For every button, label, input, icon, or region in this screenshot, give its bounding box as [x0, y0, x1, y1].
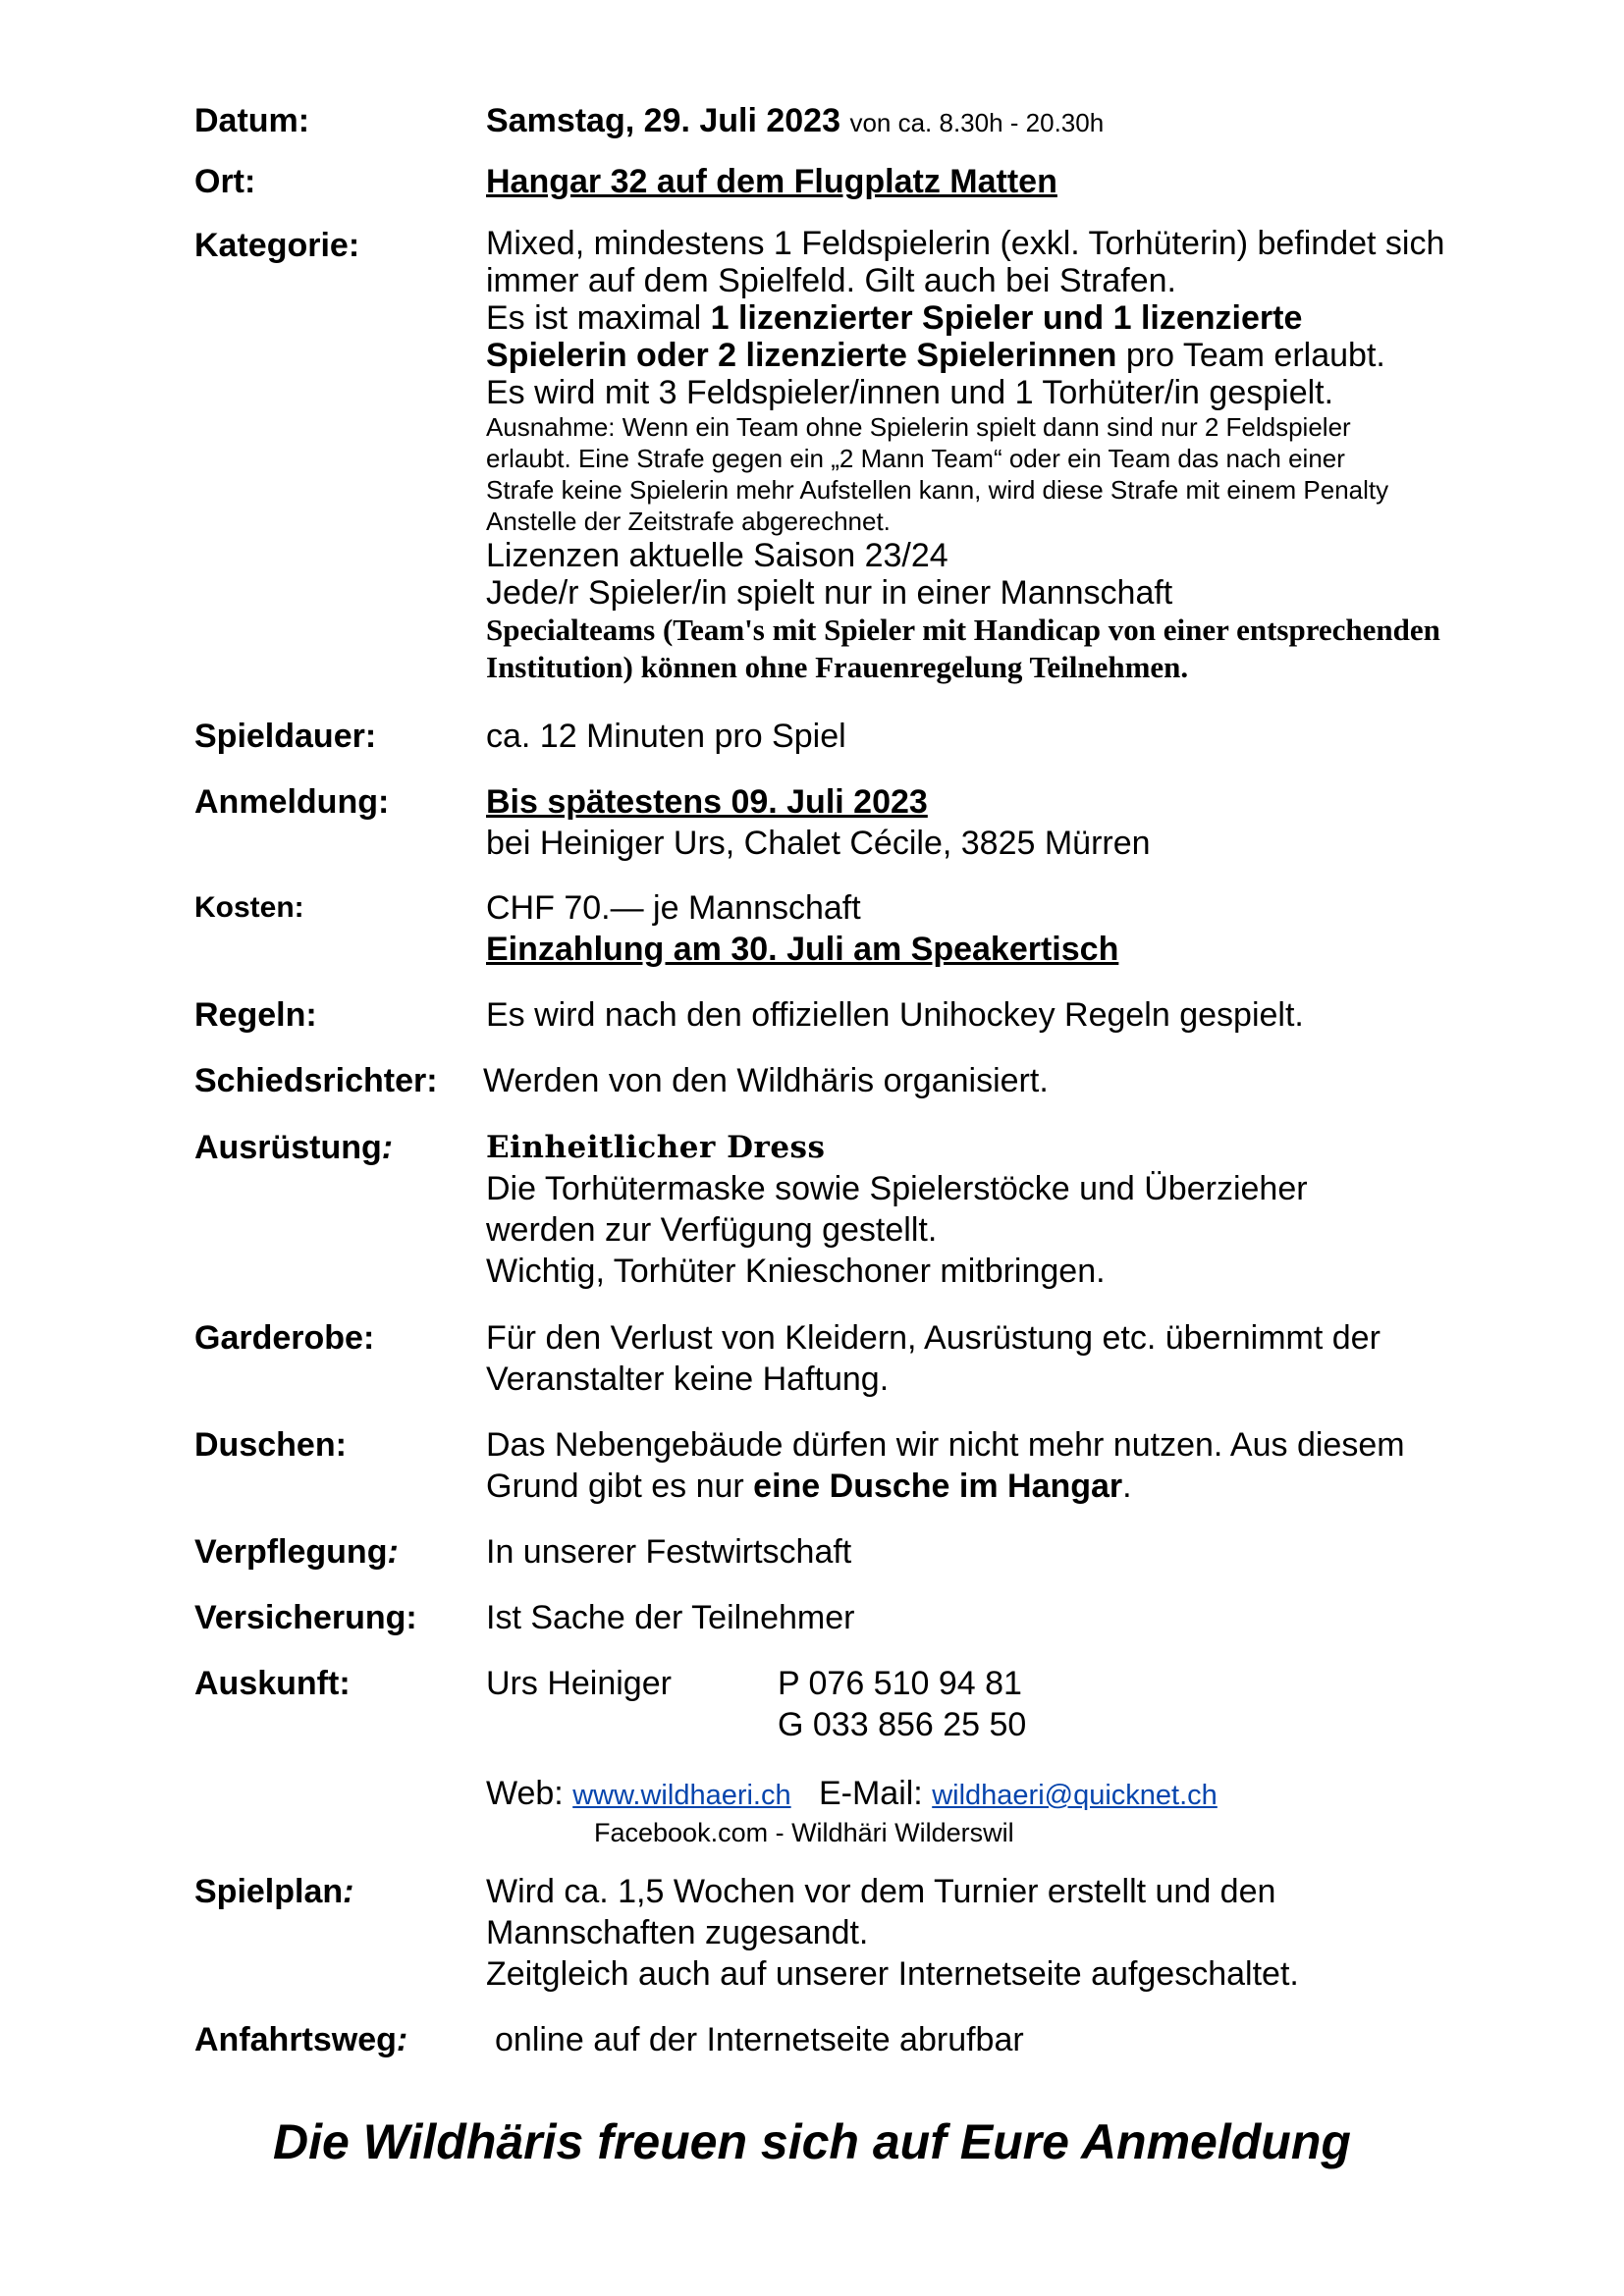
label-anfahrtsweg-text: Anfahrtsweg [194, 2021, 397, 2058]
value-kategorie [486, 225, 1507, 686]
regeln-text: Es wird nach den offiziellen Unihockey Regeln gespielt. [486, 996, 1304, 1034]
value-ort [486, 161, 1507, 202]
value-auskunft [486, 1663, 1507, 1745]
kategorie-line-5: Es wird mit 3 Feldspieler/innen und 1 Torhüter/in gespielt. [486, 374, 1334, 411]
duschen-line-2-post: . [1122, 1468, 1132, 1505]
web-email-line [486, 1773, 1507, 1816]
kategorie-serif-2: Institution) können ohne Frauenregelung Teilnehmen. [486, 650, 1189, 684]
label-spielplan-text: Spielplan [194, 1873, 344, 1910]
email-label: E-Mail: [818, 1775, 923, 1812]
label-ausruestung-colon: : [381, 1129, 394, 1166]
verpflegung-text: In unserer Festwirtschaft [486, 1533, 852, 1571]
versicherung-text: Ist Sache der Teilnehmer [486, 1599, 855, 1636]
duschen-line-1: Das Nebengebäude dürfen wir nicht mehr nutzen. Aus diesem [486, 1426, 1405, 1464]
web-link[interactable]: www.wildhaeri.ch [572, 1780, 791, 1811]
label-anmeldung: Anmeldung: [194, 783, 390, 821]
garderobe-line-2: Veranstalter keine Haftung. [486, 1361, 890, 1398]
kategorie-small-4: Anstelle der Zeitstrafe abgerechnet. [486, 507, 891, 536]
garderobe-line-1: Für den Verlust von Kleidern, Ausrüstung etc. übernimmt der [486, 1319, 1380, 1357]
kategorie-line-4-post: pro Team erlaubt. [1116, 337, 1385, 374]
kosten-price: CHF 70.— je Mannschaft [486, 889, 861, 927]
label-kosten: Kosten: [194, 891, 304, 924]
phone-private: P 076 510 94 81 [778, 1665, 1022, 1702]
label-kategorie: Kategorie: [194, 227, 360, 264]
schiedsrichter-text: Werden von den Wildhäris organisiert. [483, 1062, 1049, 1099]
duschen-line-2-pre: Grund gibt es nur [486, 1468, 754, 1505]
phone-business: G 033 856 25 50 [778, 1706, 1027, 1743]
duschen-line-2-bold: eine Dusche im Hangar [753, 1468, 1123, 1505]
duschen-line-2 [486, 1466, 1507, 1507]
label-ausruestung-text: Ausrüstung [194, 1129, 382, 1166]
anmeldung-address: bei Heiniger Urs, Chalet Cécile, 3825 Mürren [486, 825, 1151, 862]
kategorie-line-4 [486, 337, 1507, 374]
value-ausruestung [486, 1127, 1507, 1292]
kategorie-line-3-bold: 1 lizenzierter Spieler und 1 lizenzierte [710, 299, 1303, 337]
label-schiedsrichter: Schiedsrichter: [194, 1062, 438, 1099]
web-label: Web: [486, 1775, 564, 1812]
value-spieldauer [486, 716, 1507, 757]
spielplan-line-1: Wird ca. 1,5 Wochen vor dem Turnier erstellt und den [486, 1873, 1276, 1910]
ausruestung-line-3: werden zur Verfügung gestellt. [486, 1211, 938, 1249]
kategorie-serif-1: Specialteams (Team's mit Spieler mit Handicap von einer entsprechenden [486, 613, 1440, 647]
value-web [486, 1773, 1507, 1849]
label-verpflegung [194, 1531, 399, 1573]
label-anfahrtsweg-colon: : [396, 2021, 408, 2058]
kategorie-line-6: Lizenzen aktuelle Saison 23/24 [486, 537, 948, 574]
value-versicherung [486, 1597, 1507, 1638]
value-verpflegung [486, 1531, 1507, 1573]
label-verpflegung-text: Verpflegung [194, 1533, 388, 1571]
spielplan-line-3: Zeitgleich auch auf unserer Internetseite aufgeschaltet. [486, 1955, 1299, 1993]
label-auskunft: Auskunft: [194, 1665, 351, 1702]
contact-name: Urs Heiniger [486, 1665, 672, 1702]
label-ausruestung [194, 1127, 393, 1168]
kategorie-line-7: Jede/r Spieler/in spielt nur in einer Mannschaft [486, 574, 1173, 612]
ausruestung-dress: Einheitlicher Dress [486, 1130, 826, 1165]
value-anfahrtsweg [495, 2019, 1516, 2060]
value-anmeldung [486, 781, 1507, 864]
label-spielplan-colon: : [343, 1873, 354, 1910]
kategorie-line-3 [486, 299, 1507, 337]
anfahrtsweg-text: online auf der Internetseite abrufbar [495, 2021, 1024, 2058]
value-garderobe [486, 1317, 1507, 1400]
kategorie-small-3: Strafe keine Spielerin mehr Aufstellen kann, wird diese Strafe mit einem Penalty [486, 475, 1389, 505]
value-regeln [486, 994, 1507, 1036]
value-kosten [486, 887, 1507, 970]
contact-phones [778, 1663, 1026, 1745]
spielplan-line-2: Mannschaften zugesandt. [486, 1914, 869, 1951]
label-garderobe: Garderobe: [194, 1319, 375, 1357]
label-spieldauer: Spieldauer: [194, 718, 377, 755]
kategorie-line-3-pre: Es ist maximal [486, 299, 711, 337]
label-duschen: Duschen: [194, 1426, 347, 1464]
kosten-payment: Einzahlung am 30. Juli am Speakertisch [486, 931, 1119, 968]
kategorie-small-2: erlaubt. Eine Strafe gegen ein „2 Mann Team“ oder ein Team das nach einer [486, 444, 1345, 473]
kategorie-line-4-bold: Spielerin oder 2 lizenzierte Spielerinnen [486, 337, 1117, 374]
ausruestung-line-2: Die Torhütermaske sowie Spielerstöcke und Überzieher [486, 1170, 1308, 1207]
time-range: von ca. 8.30h - 20.30h [849, 108, 1105, 137]
label-anfahrtsweg [194, 2019, 407, 2060]
email-link[interactable]: wildhaeri@quicknet.ch [932, 1780, 1218, 1811]
label-spielplan [194, 1871, 353, 1912]
value-schiedsrichter [483, 1060, 1504, 1101]
value-datum [486, 100, 1507, 143]
label-verpflegung-colon: : [387, 1533, 399, 1571]
location-text: Hangar 32 auf dem Flugplatz Matten [486, 163, 1057, 200]
kategorie-line-2: immer auf dem Spielfeld. Gilt auch bei Strafen. [486, 262, 1176, 299]
spieldauer-text: ca. 12 Minuten pro Spiel [486, 718, 846, 755]
facebook-text: Facebook.com - Wildhäri Wilderswil [594, 1818, 1014, 1847]
closing-slogan: Die Wildhäris freuen sich auf Eure Anmeldung [273, 2114, 1351, 2169]
label-ort: Ort: [194, 163, 256, 200]
label-versicherung: Versicherung: [194, 1599, 417, 1636]
value-spielplan [486, 1871, 1507, 1995]
label-datum: Datum: [194, 102, 310, 139]
ausruestung-line-4: Wichtig, Torhüter Knieschoner mitbringen. [486, 1253, 1106, 1290]
label-regeln: Regeln: [194, 996, 317, 1034]
kategorie-line-1: Mixed, mindestens 1 Feldspielerin (exkl. Torhüterin) befindet sich [486, 225, 1445, 262]
date-text: Samstag, 29. Juli 2023 [486, 102, 840, 139]
value-duschen [486, 1424, 1507, 1507]
kategorie-small-1: Ausnahme: Wenn ein Team ohne Spielerin spielt dann sind nur 2 Feldspieler [486, 412, 1351, 442]
anmeldung-deadline: Bis spätestens 09. Juli 2023 [486, 783, 928, 821]
